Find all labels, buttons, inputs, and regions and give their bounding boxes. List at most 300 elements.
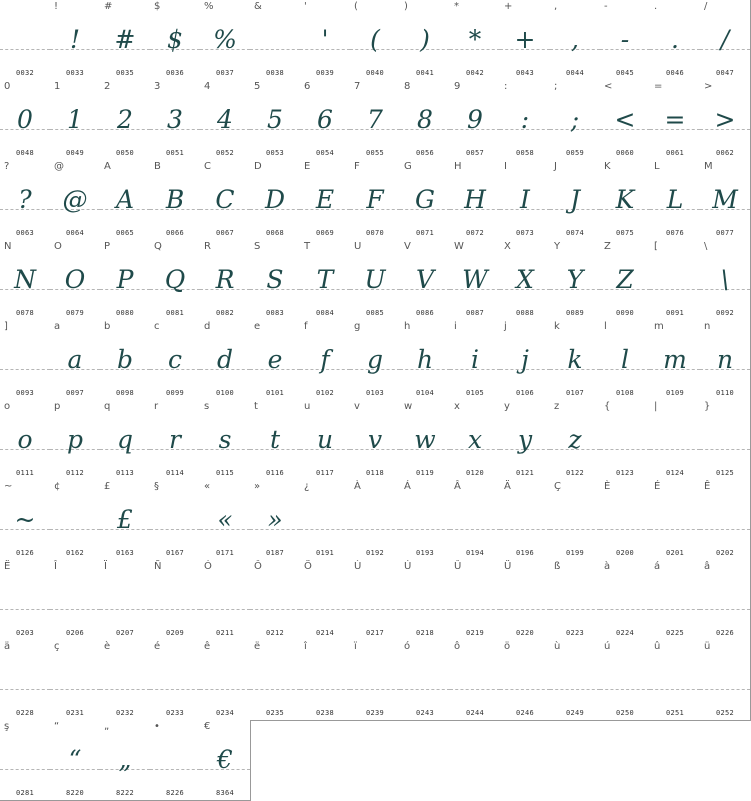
glyph-sample: < <box>614 105 636 134</box>
glyph-reference-char: v <box>354 401 360 412</box>
glyph-reference-char: 9 <box>454 81 461 92</box>
glyph-reference-char: Ô <box>254 561 262 572</box>
glyph-code: 0074 <box>565 229 585 237</box>
glyph-sample: > <box>714 105 736 134</box>
glyph-cell <box>350 400 401 481</box>
glyph-sample: 5 <box>267 105 283 134</box>
glyph-cell <box>400 240 451 321</box>
glyph-code: 0078 <box>15 309 35 317</box>
glyph-sample: : <box>520 105 530 134</box>
glyph-sample: S <box>266 265 284 294</box>
glyph-sample <box>250 576 300 624</box>
glyph-reference-char: Ä <box>504 481 511 492</box>
glyph-code: 0052 <box>215 149 235 157</box>
glyph-reference-char: O <box>54 241 62 252</box>
glyph-sample: t <box>269 425 281 454</box>
glyph-reference-char: ä <box>4 641 11 652</box>
glyph-reference-char: : <box>504 81 508 92</box>
glyph-sample: ; <box>570 105 580 134</box>
glyph-cell <box>200 240 251 321</box>
glyph-cell <box>200 560 251 641</box>
glyph-reference-char: x <box>454 401 460 412</box>
glyph-cell <box>350 560 401 641</box>
glyph-sample: H <box>464 185 486 214</box>
glyph-reference-char: ¢ <box>54 481 61 492</box>
glyph-reference-char: Ö <box>304 561 312 572</box>
glyph-cell <box>500 80 551 161</box>
glyph-code: 0238 <box>315 709 335 717</box>
glyph-reference-char: u <box>304 401 311 412</box>
glyph-cell <box>250 0 301 81</box>
glyph-code: 0053 <box>265 149 285 157</box>
glyph-code: 0082 <box>215 309 235 317</box>
glyph-cell <box>350 240 401 321</box>
glyph-code: 0211 <box>215 629 235 637</box>
glyph-cell <box>200 640 251 721</box>
glyph-sample: a <box>67 345 83 374</box>
glyph-sample: N <box>14 265 36 294</box>
glyph-cell <box>50 240 101 321</box>
glyph-sample: 6 <box>317 105 333 134</box>
glyph-code: 0039 <box>315 69 335 77</box>
glyph-cell <box>400 320 451 401</box>
glyph-reference-char: a <box>54 321 61 332</box>
glyph-code: 0220 <box>515 629 535 637</box>
glyph-sample <box>700 416 750 464</box>
glyph-code: 0112 <box>65 469 85 477</box>
glyph-reference-char: b <box>104 321 111 332</box>
glyph-code: 0104 <box>415 389 435 397</box>
glyph-cell <box>100 80 151 161</box>
glyph-code: 0040 <box>365 69 385 77</box>
glyph-sample: o <box>17 425 33 454</box>
glyph-sample: . <box>671 25 679 54</box>
glyph-cell <box>600 320 651 401</box>
glyph-code: 0109 <box>665 389 685 397</box>
glyph-cell <box>250 560 301 641</box>
glyph-reference-char: W <box>454 241 464 252</box>
glyph-cell <box>650 400 701 481</box>
glyph-cell <box>250 640 301 721</box>
glyph-code: 0106 <box>515 389 535 397</box>
glyph-reference-char: È <box>604 481 611 492</box>
glyph-cell <box>700 320 751 401</box>
glyph-sample <box>650 656 700 704</box>
glyph-cell <box>500 400 551 481</box>
glyph-code: 0194 <box>465 549 485 557</box>
glyph-reference-char: = <box>654 81 663 92</box>
glyph-reference-char: l <box>604 321 607 332</box>
glyph-code: 0083 <box>265 309 285 317</box>
glyph-sample <box>400 496 450 544</box>
glyph-cell <box>600 0 651 81</box>
glyph-code: 0090 <box>615 309 635 317</box>
glyph-cell <box>350 480 401 561</box>
glyph-reference-char: Â <box>454 481 461 492</box>
glyph-sample <box>250 656 300 704</box>
glyph-cell <box>150 720 201 801</box>
glyph-code: 0108 <box>615 389 635 397</box>
glyph-reference-char: ô <box>454 641 461 652</box>
glyph-code: 0064 <box>65 229 85 237</box>
glyph-sample <box>650 416 700 464</box>
glyph-sample: X <box>516 265 534 294</box>
glyph-reference-char: B <box>154 161 161 172</box>
glyph-cell <box>50 720 101 801</box>
glyph-cell <box>150 80 201 161</box>
glyph-cell <box>600 80 651 161</box>
glyph-sample <box>0 736 50 784</box>
glyph-sample: ~ <box>14 505 36 534</box>
glyph-reference-char: 7 <box>354 81 361 92</box>
glyph-cell <box>50 400 101 481</box>
glyph-cell <box>500 480 551 561</box>
glyph-code: 0203 <box>15 629 35 637</box>
glyph-sample: C <box>215 185 235 214</box>
glyph-reference-char: L <box>654 161 660 172</box>
glyph-code: 0060 <box>615 149 635 157</box>
glyph-code: 0251 <box>665 709 685 717</box>
glyph-reference-char: » <box>254 481 261 492</box>
glyph-cell <box>50 480 101 561</box>
glyph-code: 0069 <box>315 229 335 237</box>
glyph-cell <box>650 160 701 241</box>
glyph-code: 0066 <box>165 229 185 237</box>
glyph-code: 0223 <box>565 629 585 637</box>
glyph-code: 0171 <box>215 549 235 557</box>
glyph-cell <box>250 80 301 161</box>
glyph-cell <box>700 560 751 641</box>
glyph-code: 0059 <box>565 149 585 157</box>
glyph-reference-char: N <box>4 241 12 252</box>
glyph-code: 8222 <box>115 789 135 797</box>
glyph-sample: 0 <box>17 105 33 134</box>
glyph-cell <box>600 240 651 321</box>
glyph-sample: ) <box>420 25 430 54</box>
glyph-cell <box>300 400 351 481</box>
glyph-sample: , <box>571 25 579 54</box>
glyph-code: 0187 <box>265 549 285 557</box>
glyph-code: 0033 <box>65 69 85 77</box>
glyph-sample <box>100 656 150 704</box>
glyph-cell <box>50 0 101 81</box>
glyph-cell <box>450 320 501 401</box>
glyph-sample <box>700 656 750 704</box>
glyph-sample: e <box>267 345 283 374</box>
glyph-reference-char: 2 <box>104 81 111 92</box>
glyph-sample: * <box>468 25 482 54</box>
glyph-code: 0051 <box>165 149 185 157</box>
glyph-reference-char: « <box>204 481 211 492</box>
glyph-reference-char: 6 <box>304 81 311 92</box>
glyph-reference-char: P <box>104 241 111 252</box>
glyph-reference-char: ? <box>4 161 10 172</box>
glyph-cell <box>500 240 551 321</box>
glyph-sample: O <box>64 265 86 294</box>
glyph-reference-char: g <box>354 321 361 332</box>
glyph-cell <box>250 160 301 241</box>
glyph-sample <box>350 656 400 704</box>
glyph-sample: W <box>462 265 488 294</box>
glyph-code: 8226 <box>165 789 185 797</box>
glyph-cell <box>0 560 51 641</box>
glyph-cell <box>300 80 351 161</box>
glyph-sample <box>0 336 50 384</box>
glyph-reference-char: C <box>204 161 211 172</box>
glyph-reference-char: ' <box>304 1 307 12</box>
glyph-reference-char: e <box>254 321 261 332</box>
glyph-sample: T <box>316 265 334 294</box>
glyph-sample <box>50 656 100 704</box>
glyph-code: 0226 <box>715 629 735 637</box>
glyph-sample: L <box>666 185 684 214</box>
glyph-sample <box>500 656 550 704</box>
glyph-code: 0099 <box>165 389 185 397</box>
glyph-sample: 4 <box>217 105 233 134</box>
glyph-sample <box>300 496 350 544</box>
glyph-reference-char: f <box>304 321 308 332</box>
glyph-sample: c <box>167 345 182 374</box>
glyph-sample <box>150 656 200 704</box>
glyph-cell <box>550 160 601 241</box>
glyph-cell <box>250 480 301 561</box>
glyph-sample <box>450 576 500 624</box>
glyph-code: 0224 <box>615 629 635 637</box>
glyph-sample: Z <box>616 265 634 294</box>
glyph-sample: p <box>66 425 83 454</box>
glyph-cell <box>400 640 451 721</box>
glyph-reference-char: * <box>454 1 459 12</box>
glyph-cell <box>100 0 151 81</box>
glyph-sample <box>0 656 50 704</box>
glyph-cell <box>100 560 151 641</box>
glyph-code: 0163 <box>115 549 135 557</box>
glyph-cell <box>600 640 651 721</box>
glyph-code: 0084 <box>315 309 335 317</box>
glyph-sample: € <box>217 745 233 774</box>
glyph-code: 0281 <box>15 789 35 797</box>
glyph-sample <box>350 496 400 544</box>
glyph-reference-char: À <box>354 481 361 492</box>
glyph-reference-char: 0 <box>4 81 11 92</box>
glyph-sample: B <box>165 185 185 214</box>
glyph-sample: + <box>514 25 536 54</box>
glyph-cell <box>350 0 401 81</box>
glyph-sample: 8 <box>417 105 433 134</box>
glyph-code: 0042 <box>465 69 485 77</box>
glyph-reference-char: Q <box>154 241 162 252</box>
glyph-reference-char: á <box>654 561 661 572</box>
glyph-sample <box>0 16 50 64</box>
glyph-cell <box>350 640 401 721</box>
glyph-code: 0235 <box>265 709 285 717</box>
glyph-sample <box>200 576 250 624</box>
glyph-cell <box>100 640 151 721</box>
glyph-cell <box>0 80 51 161</box>
glyph-cell <box>400 480 451 561</box>
glyph-code: 0092 <box>715 309 735 317</box>
glyph-code: 0063 <box>15 229 35 237</box>
glyph-code: 0239 <box>365 709 385 717</box>
glyph-code: 0045 <box>615 69 635 77</box>
glyph-code: 0113 <box>115 469 135 477</box>
glyph-sample: “ <box>68 745 82 774</box>
glyph-code: 0218 <box>415 629 435 637</box>
glyph-cell <box>500 160 551 241</box>
glyph-sample: z <box>568 425 582 454</box>
glyph-cell <box>650 560 701 641</box>
glyph-cell <box>200 400 251 481</box>
glyph-code: 0076 <box>665 229 685 237</box>
glyph-sample <box>600 576 650 624</box>
glyph-reference-char: } <box>704 401 711 412</box>
glyph-cell <box>700 400 751 481</box>
glyph-cell <box>550 480 601 561</box>
glyph-reference-char: Á <box>404 481 411 492</box>
glyph-code: 0231 <box>65 709 85 717</box>
glyph-code: 0192 <box>365 549 385 557</box>
glyph-cell <box>700 240 751 321</box>
glyph-cell <box>300 160 351 241</box>
glyph-sample: 2 <box>117 105 133 134</box>
glyph-code: 0079 <box>65 309 85 317</box>
glyph-sample <box>150 576 200 624</box>
glyph-cell <box>450 640 501 721</box>
glyph-code: 0122 <box>565 469 585 477</box>
glyph-cell <box>100 240 151 321</box>
glyph-reference-char: “ <box>54 721 60 732</box>
glyph-code: 8220 <box>65 789 85 797</box>
glyph-sample: f <box>320 345 330 374</box>
glyph-cell <box>200 0 251 81</box>
glyph-code: 0086 <box>415 309 435 317</box>
glyph-code: 0037 <box>215 69 235 77</box>
glyph-reference-char: n <box>704 321 711 332</box>
glyph-code: 0212 <box>265 629 285 637</box>
glyph-reference-char: „ <box>104 721 110 732</box>
glyph-sample: A <box>115 185 135 214</box>
glyph-reference-char: r <box>154 401 159 412</box>
glyph-cell <box>400 80 451 161</box>
glyph-reference-char: Ñ <box>154 561 162 572</box>
glyph-code: 0035 <box>115 69 135 77</box>
glyph-reference-char: 3 <box>154 81 161 92</box>
glyph-code: 0102 <box>315 389 335 397</box>
glyph-cell <box>650 480 701 561</box>
glyph-sample: £ <box>117 505 133 534</box>
glyph-reference-char: É <box>654 481 661 492</box>
glyph-sample: k <box>567 345 583 374</box>
glyph-sample <box>450 496 500 544</box>
glyph-cell <box>0 720 51 801</box>
glyph-reference-char: [ <box>654 241 658 252</box>
glyph-code: 0089 <box>565 309 585 317</box>
glyph-cell <box>700 640 751 721</box>
glyph-sample: = <box>664 105 686 134</box>
glyph-reference-char: î <box>304 641 307 652</box>
glyph-sample <box>50 576 100 624</box>
glyph-cell <box>100 320 151 401</box>
glyph-reference-char: ï <box>354 641 357 652</box>
glyph-code: 0071 <box>415 229 435 237</box>
glyph-code: 0032 <box>15 69 35 77</box>
glyph-code: 0046 <box>665 69 685 77</box>
glyph-sample: s <box>218 425 232 454</box>
glyph-cell <box>450 560 501 641</box>
glyph-reference-char: w <box>404 401 413 412</box>
glyph-code: 0207 <box>115 629 135 637</box>
glyph-cell <box>600 480 651 561</box>
glyph-sample <box>100 576 150 624</box>
glyph-reference-char: Ó <box>204 561 212 572</box>
glyph-cell <box>300 320 351 401</box>
glyph-code: 0119 <box>415 469 435 477</box>
glyph-cell <box>550 400 601 481</box>
glyph-code: 0075 <box>615 229 635 237</box>
glyph-reference-char: t <box>254 401 258 412</box>
glyph-code: 0050 <box>115 149 135 157</box>
glyph-code: 0068 <box>265 229 285 237</box>
glyph-sample: E <box>315 185 335 214</box>
glyph-code: 0233 <box>165 709 185 717</box>
glyph-reference-char: Ë <box>4 561 11 572</box>
glyph-reference-char: € <box>204 721 211 732</box>
glyph-reference-char: Ú <box>404 561 412 572</box>
glyph-code: 0250 <box>615 709 635 717</box>
glyph-reference-char: Û <box>454 561 462 572</box>
glyph-cell <box>650 240 701 321</box>
glyph-cell <box>0 400 51 481</box>
glyph-sample: y <box>517 425 533 454</box>
glyph-sample: 9 <box>467 105 483 134</box>
glyph-sample: 3 <box>167 105 183 134</box>
glyph-reference-char: ! <box>54 1 59 12</box>
glyph-sample: n <box>716 345 734 374</box>
glyph-sample <box>0 576 50 624</box>
glyph-sample: q <box>116 425 133 454</box>
glyph-code: 0123 <box>615 469 635 477</box>
glyph-cell <box>400 0 451 81</box>
glyph-sample: b <box>116 345 133 374</box>
glyph-cell <box>150 480 201 561</box>
glyph-reference-char: z <box>554 401 560 412</box>
glyph-sample: u <box>316 425 334 454</box>
glyph-reference-char: j <box>504 321 507 332</box>
glyph-sample: g <box>366 345 383 374</box>
glyph-cell <box>50 160 101 241</box>
glyph-reference-char: Ê <box>704 481 711 492</box>
glyph-reference-char: K <box>604 161 611 172</box>
glyph-reference-char: Ù <box>354 561 362 572</box>
glyph-code: 0110 <box>715 389 735 397</box>
glyph-code: 0217 <box>365 629 385 637</box>
glyph-reference-char: é <box>154 641 161 652</box>
glyph-code: 0209 <box>165 629 185 637</box>
glyph-reference-char: M <box>704 161 713 172</box>
glyph-sample <box>500 576 550 624</box>
glyph-reference-char: U <box>354 241 362 252</box>
glyph-code: 0115 <box>215 469 235 477</box>
glyph-code: 8364 <box>215 789 235 797</box>
glyph-cell <box>400 560 451 641</box>
glyph-code: 0088 <box>515 309 535 317</box>
glyph-cell <box>700 480 751 561</box>
glyph-code: 0105 <box>465 389 485 397</box>
glyph-cell <box>250 320 301 401</box>
glyph-code: 0124 <box>665 469 685 477</box>
glyph-code: 0206 <box>65 629 85 637</box>
glyph-reference-char: q <box>104 401 111 412</box>
